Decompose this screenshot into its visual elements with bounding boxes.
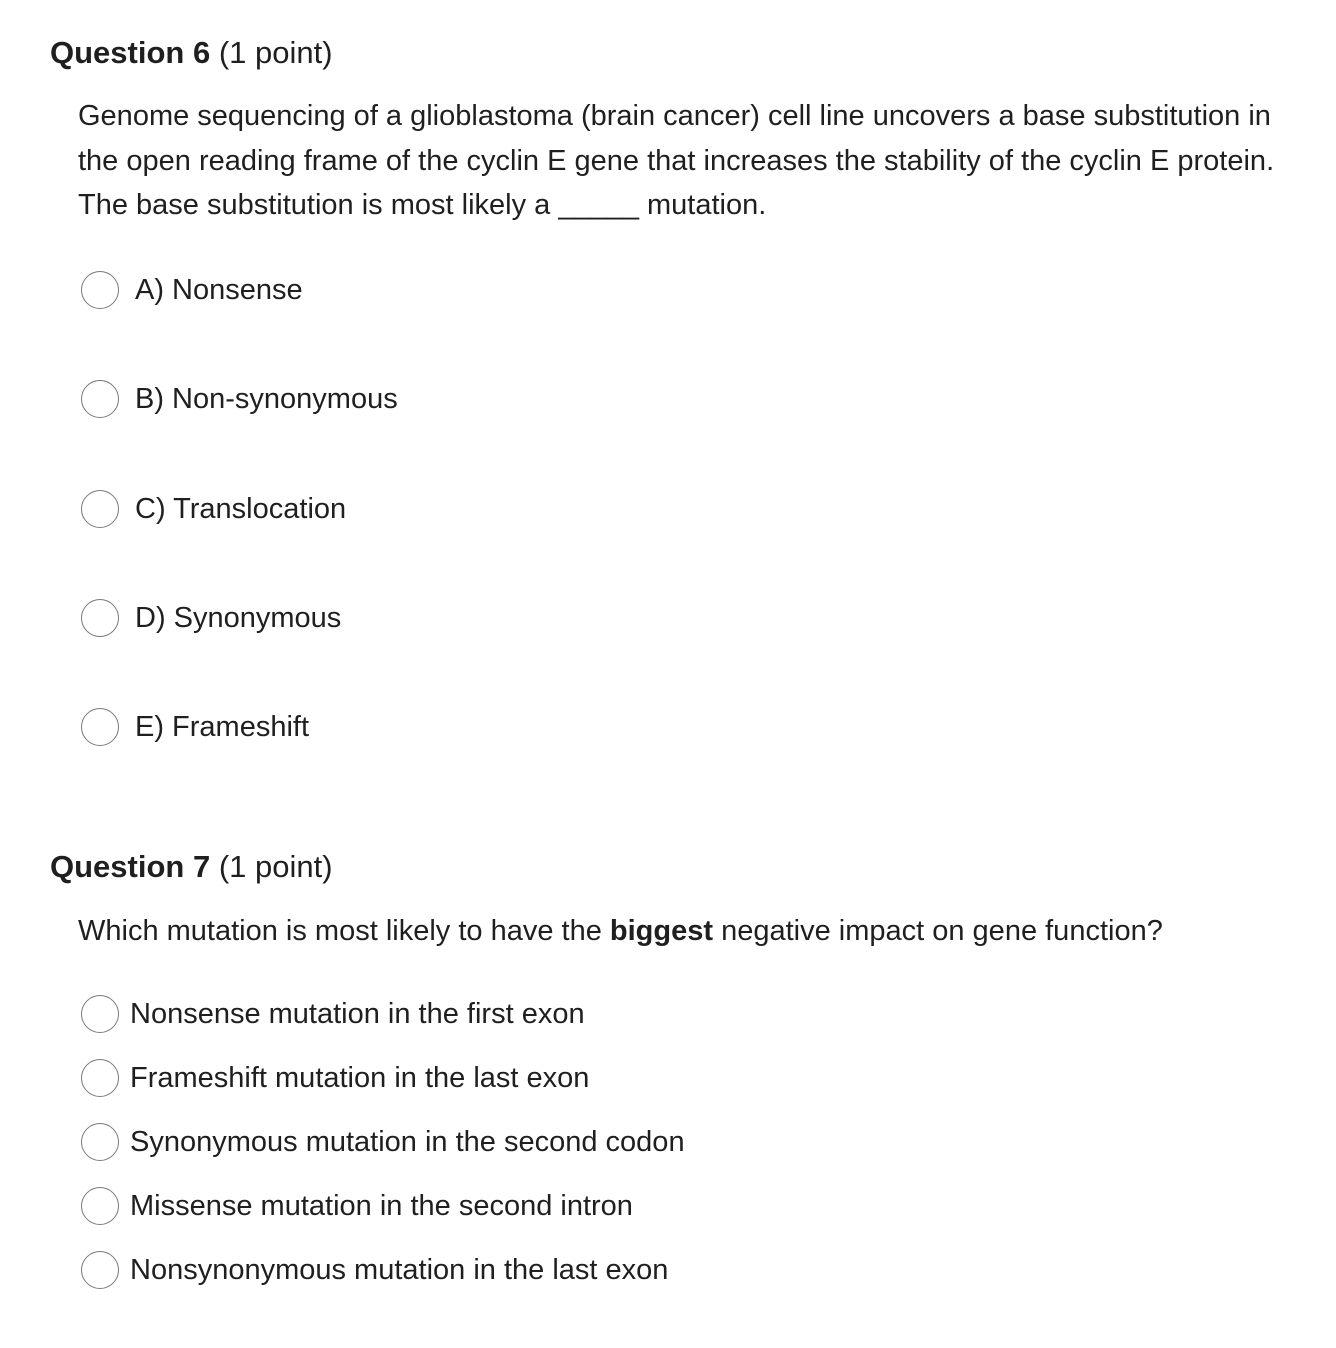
question-6-option-b[interactable] xyxy=(81,377,398,421)
question-6-option-a[interactable] xyxy=(81,268,303,312)
question-7-prompt xyxy=(78,909,1308,954)
prompt-text-before: Which mutation is most likely to have the xyxy=(78,915,610,947)
option-label[interactable]: D) Synonymous xyxy=(135,602,342,634)
radio-button[interactable] xyxy=(81,490,119,528)
radio-button[interactable] xyxy=(81,1059,119,1097)
option-label[interactable]: Nonsense mutation in the first exon xyxy=(130,998,585,1030)
question-6-option-e[interactable] xyxy=(81,705,309,749)
radio-button[interactable] xyxy=(81,380,119,418)
question-7-option-1[interactable] xyxy=(81,992,585,1036)
option-label[interactable]: Nonsynonymous mutation in the last exon xyxy=(130,1254,669,1286)
question-6-option-c[interactable] xyxy=(81,487,346,531)
radio-button[interactable] xyxy=(81,271,119,309)
question-6-option-d[interactable] xyxy=(81,596,341,640)
prompt-emphasis: biggest xyxy=(609,915,714,947)
option-label[interactable]: E) Frameshift xyxy=(135,711,310,743)
radio-button[interactable] xyxy=(81,599,119,637)
radio-button[interactable] xyxy=(81,995,119,1033)
question-7-option-5[interactable] xyxy=(81,1248,668,1292)
option-label[interactable]: A) Nonsense xyxy=(135,274,303,306)
question-7-option-4[interactable] xyxy=(81,1184,633,1228)
radio-button[interactable] xyxy=(81,1187,119,1225)
question-6-points: (1 point) xyxy=(218,35,333,70)
option-label[interactable]: C) Translocation xyxy=(135,493,347,525)
question-6-label: Question 6 xyxy=(50,35,211,70)
question-7-points: (1 point) xyxy=(218,849,333,884)
question-7-title xyxy=(50,847,333,887)
option-label[interactable]: Frameshift mutation in the last exon xyxy=(130,1062,590,1094)
prompt-text-after: negative impact on gene function? xyxy=(713,915,1163,947)
option-label[interactable]: Missense mutation in the second intron xyxy=(130,1190,633,1222)
radio-button[interactable] xyxy=(81,1123,119,1161)
option-label[interactable]: Synonymous mutation in the second codon xyxy=(130,1126,685,1158)
question-6-prompt: Genome sequencing of a glioblastoma (brain cancer) cell line uncovers a base substitution in the open reading frame of the cyclin E gene that increases the stability of the cyclin E protein. The base substitution is most likely a _____ mutation. xyxy=(78,100,1275,221)
question-7-option-2[interactable] xyxy=(81,1056,589,1100)
question-7-label: Question 7 xyxy=(50,849,211,884)
radio-button[interactable] xyxy=(81,708,119,746)
option-label[interactable]: B) Non-synonymous xyxy=(135,383,398,415)
radio-button[interactable] xyxy=(81,1251,119,1289)
question-7-option-3[interactable] xyxy=(81,1120,685,1164)
question-6-title xyxy=(50,33,333,73)
